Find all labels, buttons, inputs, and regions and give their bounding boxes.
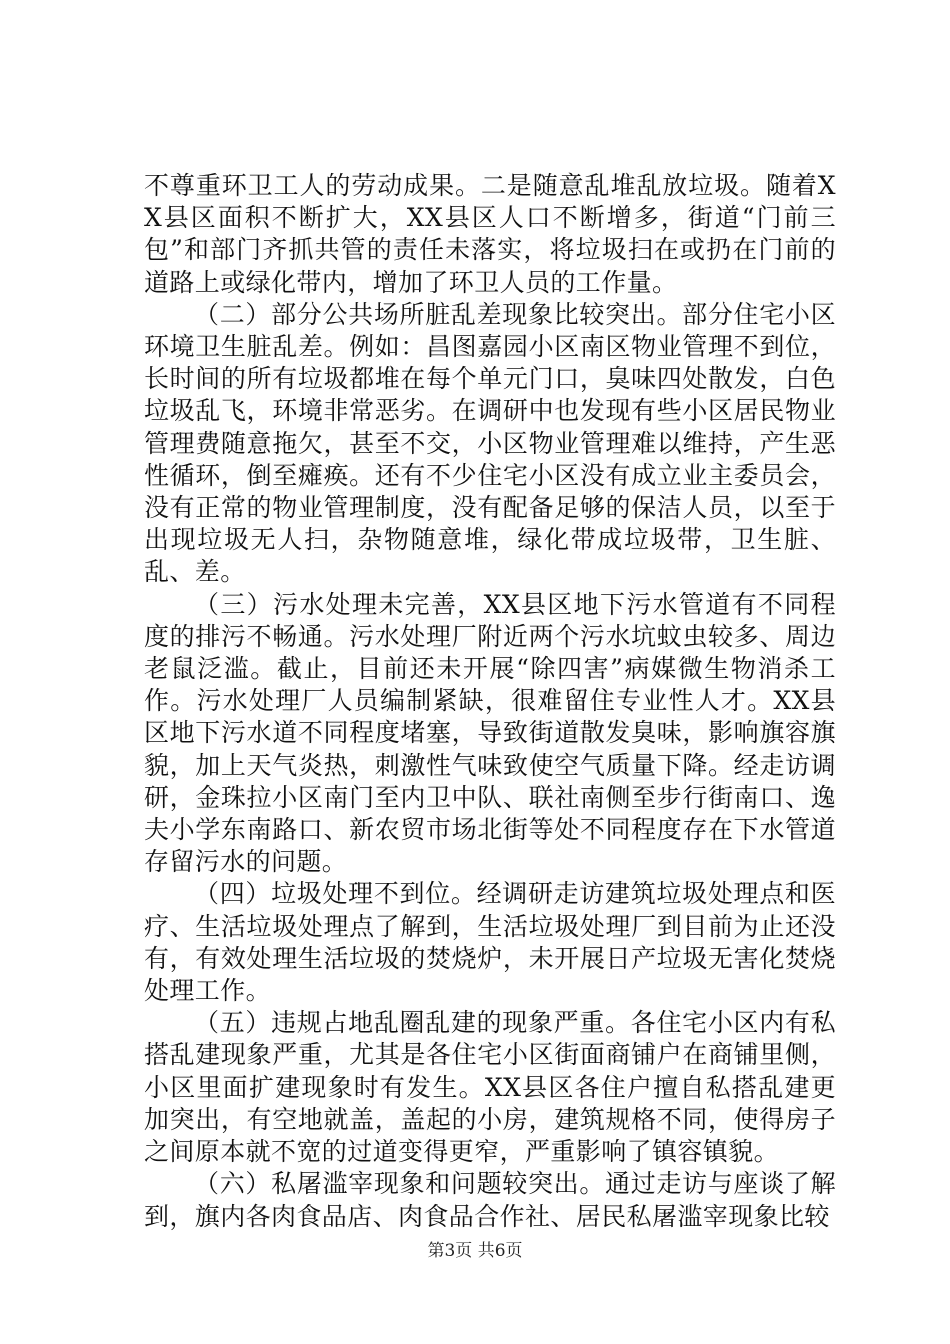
paragraph-continued: 不尊重环卫工人的劳动成果。二是随意乱堆乱放垃圾。随着XX县区面积不断扩大，XX县区人口不断增多，街道“门前三包”和部门齐抓共管的责任未落实，将垃圾扫在或扔在门前的道路上或绿化带内，增加了环卫人员的工作量。 xyxy=(144,171,836,297)
paragraph-section-5: （五）违规占地乱圈乱建的现象严重。各住宅小区内有私搭乱建现象严重，尤其是各住宅小区街面商铺户在商铺里侧，小区里面扩建现象时有发生。XX县区各住户擅自私搭乱建更加突出，有空地就盖，盖起的小房，建筑规格不同，使得房子之间原本就不宽的过道变得更窄，严重影响了镇容镇貌。 xyxy=(144,1008,836,1167)
paragraph-section-6: （六）私屠滥宰现象和问题较突出。通过走访与座谈了解到，旗内各肉食品店、肉食品合作社、居民私屠滥宰现象比较 xyxy=(144,1169,836,1231)
page-number-footer: 第3页 共6页 xyxy=(427,1241,523,1261)
paragraph-section-2: （二）部分公共场所脏乱差现象比较突出。部分住宅小区环境卫生脏乱差。例如：昌图嘉园小区南区物业管理不到位，长时间的所有垃圾都堆在每个单元门口，臭味四处散发，白色垃圾乱飞，环境非常恶劣。在调研中也发现有些小区居民物业管理费随意拖欠，甚至不交，小区物业管理难以维持，产生恶性循环，倒至瘫痪。还有不少住宅小区没有成立业主委员会，没有正常的物业管理制度，没有配备足够的保洁人员，以至于出现垃圾无人扫，杂物随意堆，绿化带成垃圾带，卫生脏、乱、差。 xyxy=(144,299,836,587)
document-body xyxy=(144,170,836,1233)
paragraph-section-4: （四）垃圾处理不到位。经调研走访建筑垃圾处理点和医疗、生活垃圾处理点了解到，生活垃圾处理厂到目前为止还没有，有效处理生活垃圾的焚烧炉，未开展日产垃圾无害化焚烧处理工作。 xyxy=(144,879,836,1006)
paragraph-section-3: （三）污水处理未完善，XX县区地下污水管道有不同程度的排污不畅通。污水处理厂附近两个污水坑蚊虫较多、周边老鼠泛滥。截止，目前还未开展“除四害”病媒微生物消杀工作。污水处理厂人员编制紧缺，很难留住专业性人才。XX县区地下污水道不同程度堵塞，导致街道散发臭味，影响旗容旗貌，加上天气炎热，刺激性气味致使空气质量下降。经走访调研，金珠拉小区南门至内卫中队、联社南侧至步行街南口、逸夫小学东南路口、新农贸市场北街等处不同程度存在下水管道存留污水的问题。 xyxy=(144,589,836,877)
